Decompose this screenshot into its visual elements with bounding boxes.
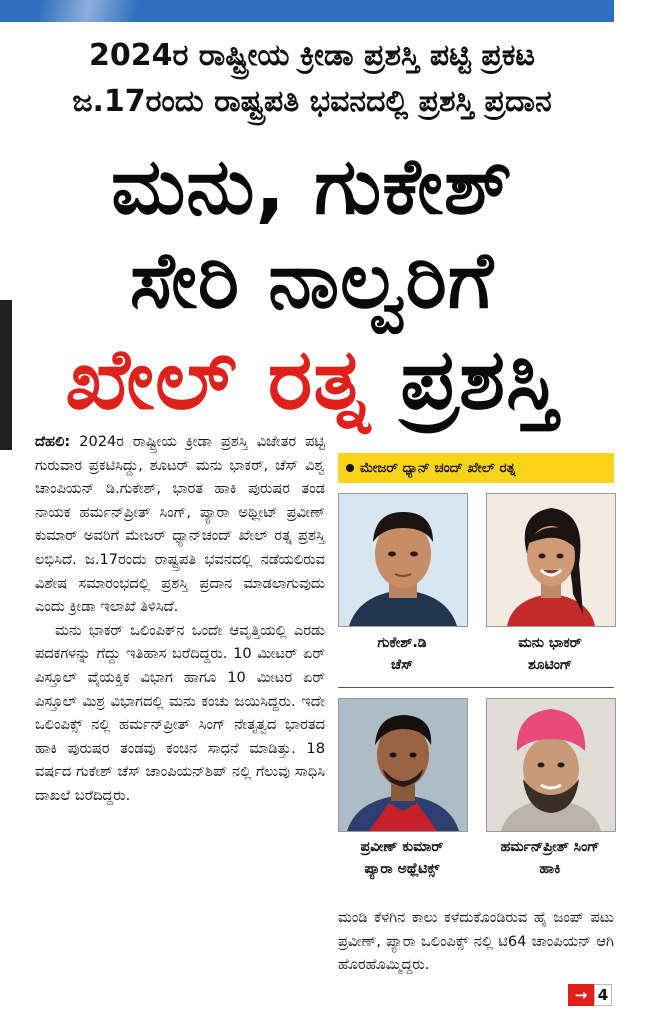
headline-line-3 [12, 330, 612, 429]
photo-praveen [338, 698, 468, 832]
winner-caption-3 [330, 836, 474, 880]
article-paragraph-1-text: 2024ರ ರಾಷ್ಟ್ರೀಯ ಕ್ರೀಡಾ ಪ್ರಶಸ್ತಿ ವಿಜೇತರ ಪಟ್ಟಿ ಗುರುವಾರ ಪ್ರಕಟಿಸಿದ್ದು, ಶೂಟರ್ ಮನು ಭಾಕರ್, ಚೆಸ್ ವಿಶ್ವ ಚಾಂಪಿಯನ್ ಡಿ.ಗುಕೇಶ್, ಭಾರತ ಹಾಕಿ ಪುರುಷರ ತಂಡ ನಾಯಕ ಹರ್ಮನ್‌ಪ್ರೀತ್ ಸಿಂಗ್, ಪ್ಯಾರಾ ಅಥ್ಲೀಟ್ ಪ್ರವೀಣ್ ಕುಮಾರ್ ಅವರಿಗೆ ಮೇಜರ್ ಧ್ಯಾನ್‌ಚಂದ್ ಖೇಲ್ ರತ್ನ ಪ್ರಶಸ್ತಿ ಲಭಿಸಿದೆ. ಜ.17ರಂದು ರಾಷ್ಟ್ರಪತಿ ಭವನದಲ್ಲಿ ನಡೆಯಲಿರುವ ವಿಶೇಷ ಸಮಾರಂಭದಲ್ಲಿ ಪ್ರಶಸ್ತಿ ಪ್ರದಾನ ಮಾಡಲಾಗುವುದು ಎಂದು ಕ್ರೀಡಾ ಇಲಾಖೆ ತಿಳಿಸಿದೆ. [35, 433, 326, 616]
winner-name: ಗುಕೇಶ್.ಡಿ [377, 635, 427, 651]
kicker-line-1: 2024ರ ರಾಷ್ಟ್ರೀಯ ಕ್ರೀಡಾ ಪ್ರಶಸ್ತಿ ಪಟ್ಟಿ ಪ್ರಕಟ [88, 38, 535, 73]
continued-page-badge [568, 984, 612, 1006]
award-ribbon-label: ಮೇಜರ್ ಧ್ಯಾನ್ ಚಂದ್ ಖೇಲ್ ರತ್ನ [360, 460, 516, 476]
section-divider [338, 687, 614, 688]
winner-caption-1 [338, 632, 466, 676]
portrait-illustration-icon [487, 494, 615, 626]
article-column-right: ಮಂಡಿ ಕೆಳಗಿನ ಕಾಲು ಕಳೆದುಕೊಂಡಿರುವ ಹೈ ಜಂಪ್ ಪಟು ಪ್ರವೀಣ್, ಪ್ಯಾರಾ ಒಲಿಂಪಿಕ್ಸ್ ನಲ್ಲಿ ಟಿ64 ಚಾಂಪಿಯನ್ ಆಗಿ ಹೊರಹೊಮ್ಮಿದ್ದರು. [338, 909, 614, 974]
winner-sport: ಹಾಕಿ [539, 861, 561, 877]
portrait-illustration-icon [339, 699, 467, 831]
winner-caption-4 [478, 836, 622, 880]
top-color-band [0, 0, 614, 22]
article-paragraph-2: ಮನು ಭಾಕರ್ ಒಲಿಂಪಿಕ್‌ನ ಒಂದೇ ಆವೃತ್ತಿಯಲ್ಲಿ ಎರಡು ಪದಕಗಳನ್ನು ಗೆದ್ದು ಇತಿಹಾಸ ಬರೆದಿದ್ದರು. 10 ಮೀಟರ್ ಏರ್ ಪಿಸ್ತೂಲ್ ವೈಯಕ್ತಿಕ ವಿಭಾಗ ಹಾಗೂ 10 ಮೀಟರ ಏರ್ ಪಿಸ್ತೂಲ್ ಮಿಶ್ರ ವಿಭಾಗದಲ್ಲಿ ಮನು ಕಂಚು ಜಯಿಸಿದ್ದರು. ಇದೇ ಒಲಿಂಪಿಕ್ಸ್ ನಲ್ಲಿ ಹರ್ಮನ್‌ಪ್ರೀತ್ ಸಿಂಗ್ ನೇತೃತ್ವದ ಭಾರತದ ಹಾಕಿ ಪುರುಷರ ತಂಡವು ಕಂಚಿನ ಸಾಧನೆ ಮಾಡಿತ್ತು. 18 ವರ್ಷದ ಗುಕೇಶ್ ಚೆಸ್ ಚಾಂಪಿಯನ್‌ಶಿಪ್ ನಲ್ಲಿ ಗೆಲುವು ಸಾಧಿಸಿ ದಾಖಲೆ ಬರೆದಿದ್ದರು. [35, 621, 325, 804]
winner-sport: ಪ್ಯಾರಾ ಅಥ್ಲೆಟಿಕ್ಸ್ [364, 861, 440, 877]
article-paragraph-1 [35, 430, 325, 619]
winner-name: ಮನು ಭಾಕರ್ [518, 635, 582, 651]
winner-name: ಹರ್ಮನ್‌ಪ್ರೀತ್ ಸಿಂಗ್ [500, 839, 600, 855]
bullet-icon [346, 464, 354, 472]
photo-harmanpreet [486, 698, 616, 832]
headline-red-text: ಖೇಲ್ ರತ್ನ [65, 330, 371, 428]
award-ribbon [338, 453, 614, 483]
article-column-left [35, 430, 325, 808]
kicker-line-2: ಜ.17ರಂದು ರಾಷ್ಟ್ರಪತಿ ಭವನದಲ್ಲಿ ಪ್ರಶಸ್ತಿ ಪ್ರದಾನ [72, 84, 552, 119]
portrait-illustration-icon [339, 494, 467, 626]
headline-line-1: ಮನು, ಗುಕೇಶ್ [111, 142, 513, 232]
headline-line-2: ಸೇರಿ ನಾಲ್ವರಿಗೆ [129, 236, 495, 326]
winner-name: ಪ್ರವೀಣ್ ಕುಮಾರ್ [360, 839, 444, 855]
winner-sport: ಚೆಸ್ [390, 657, 414, 673]
page-number: 4 [594, 984, 612, 1006]
headline-black-text: ಪ್ರಶಸ್ತಿ [400, 330, 559, 428]
winner-sport: ಶೂಟಿಂಗ್ [527, 657, 573, 673]
photo-gukesh [338, 493, 468, 627]
photo-manu [486, 493, 616, 627]
arrow-right-icon: → [568, 984, 594, 1006]
winner-caption-2 [486, 632, 614, 676]
page-edge-shadow [0, 300, 12, 450]
portrait-illustration-icon [487, 699, 615, 831]
dateline: ದೆಹಲಿ: [35, 433, 71, 450]
